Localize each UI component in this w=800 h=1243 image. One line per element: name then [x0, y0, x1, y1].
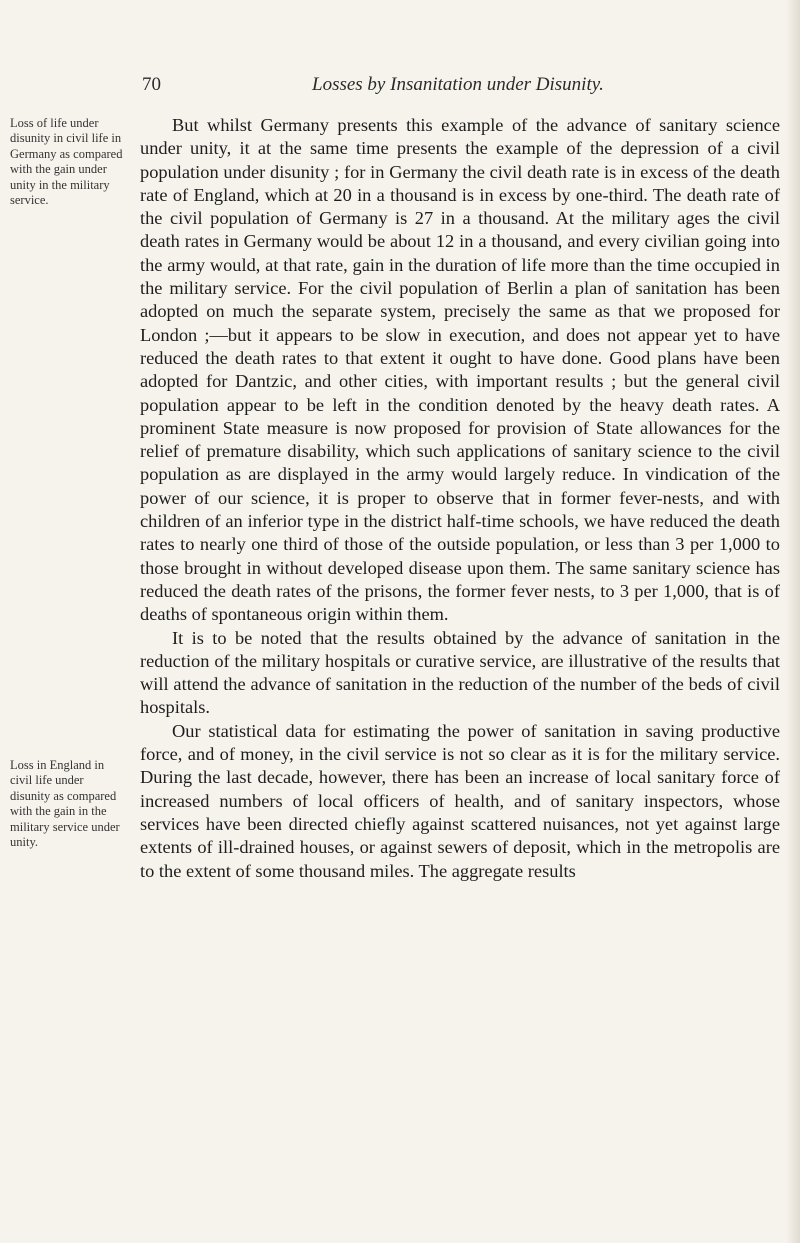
margin-note-england: Loss in England in civil life under disunity as compared with the gain in the military service under unity.	[10, 758, 120, 850]
paragraph: Our statistical data for estimating the power of sanitation in saving productive force, and of money, in the civil service is not so clear as it is for the military service. During the last decade, however, there has been an increase of local sanitary force of increased numbers of local officers of health, and of sanitary inspectors, whose services have been directed chiefly against scattered nuisances, not yet against large extents of ill-drained houses, or against sewers of deposit, which in the metropolis are to the extent of some thousand miles. The aggregate results	[140, 720, 780, 881]
margin-note-germany: Loss of life under disunity in civil life in Germany as compared with the gain under unity in the military service.	[10, 116, 123, 208]
paragraph: It is to be noted that the results obtained by the advance of sanitation in the reduction of the military hospitals or curative service, are illustrative of the results that will attend the advance of sanitation in the reduction of the number of the beds of civil hospitals.	[140, 627, 780, 718]
paragraph: But whilst Germany presents this example of the advance of sanitary science under unity, it at the same time presents the example of the depression of a civil population under disunity ; for in Germany the civil death rate is in excess of the death rate of England, which at 20 in a thousand is in excess by one-third. The death rate of the civil population of Germany is 27 in a thousand. At the military ages the civil death rates in Germany would be about 12 in a thousand, and every civilian going into the army would, at that rate, gain in the duration of life more than the time occupied in the military service. For the civil population of Berlin a plan of sanitation has been adopted on much the separate system, precisely the same as that we proposed for London ;—but it appears to be slow in execution, and does not appear yet to have reduced the death rates to that extent it ought to have done. Good plans have been adopted for Dantzic, and other cities, with important results ; but the general civil population appear to be left in the condition denoted by the heavy death rates. A prominent State measure is now proposed for provision of State allowances for the relief of premature disability, which such applications of sanitary science to the civil population as are displayed in the army would largely reduce. In vindication of the power of our science, it is proper to observe that in former fever-nests, and with children of an inferior type in the district half-time schools, we have reduced the death rates to nearly one third of those of the outside population, or less than 3 per 1,000 to those brought in without developed disease upon them. The same sanitary science has reduced the death rates of the prisons, the former fever nests, to 3 per 1,000, that is of deaths of spontaneous origin within them.	[140, 115, 780, 625]
running-title: Losses by Insanitation under Disunity.	[312, 74, 604, 95]
body-text	[140, 114, 780, 883]
page-edge-shadow	[786, 0, 800, 1243]
page-number: 70	[142, 74, 161, 95]
